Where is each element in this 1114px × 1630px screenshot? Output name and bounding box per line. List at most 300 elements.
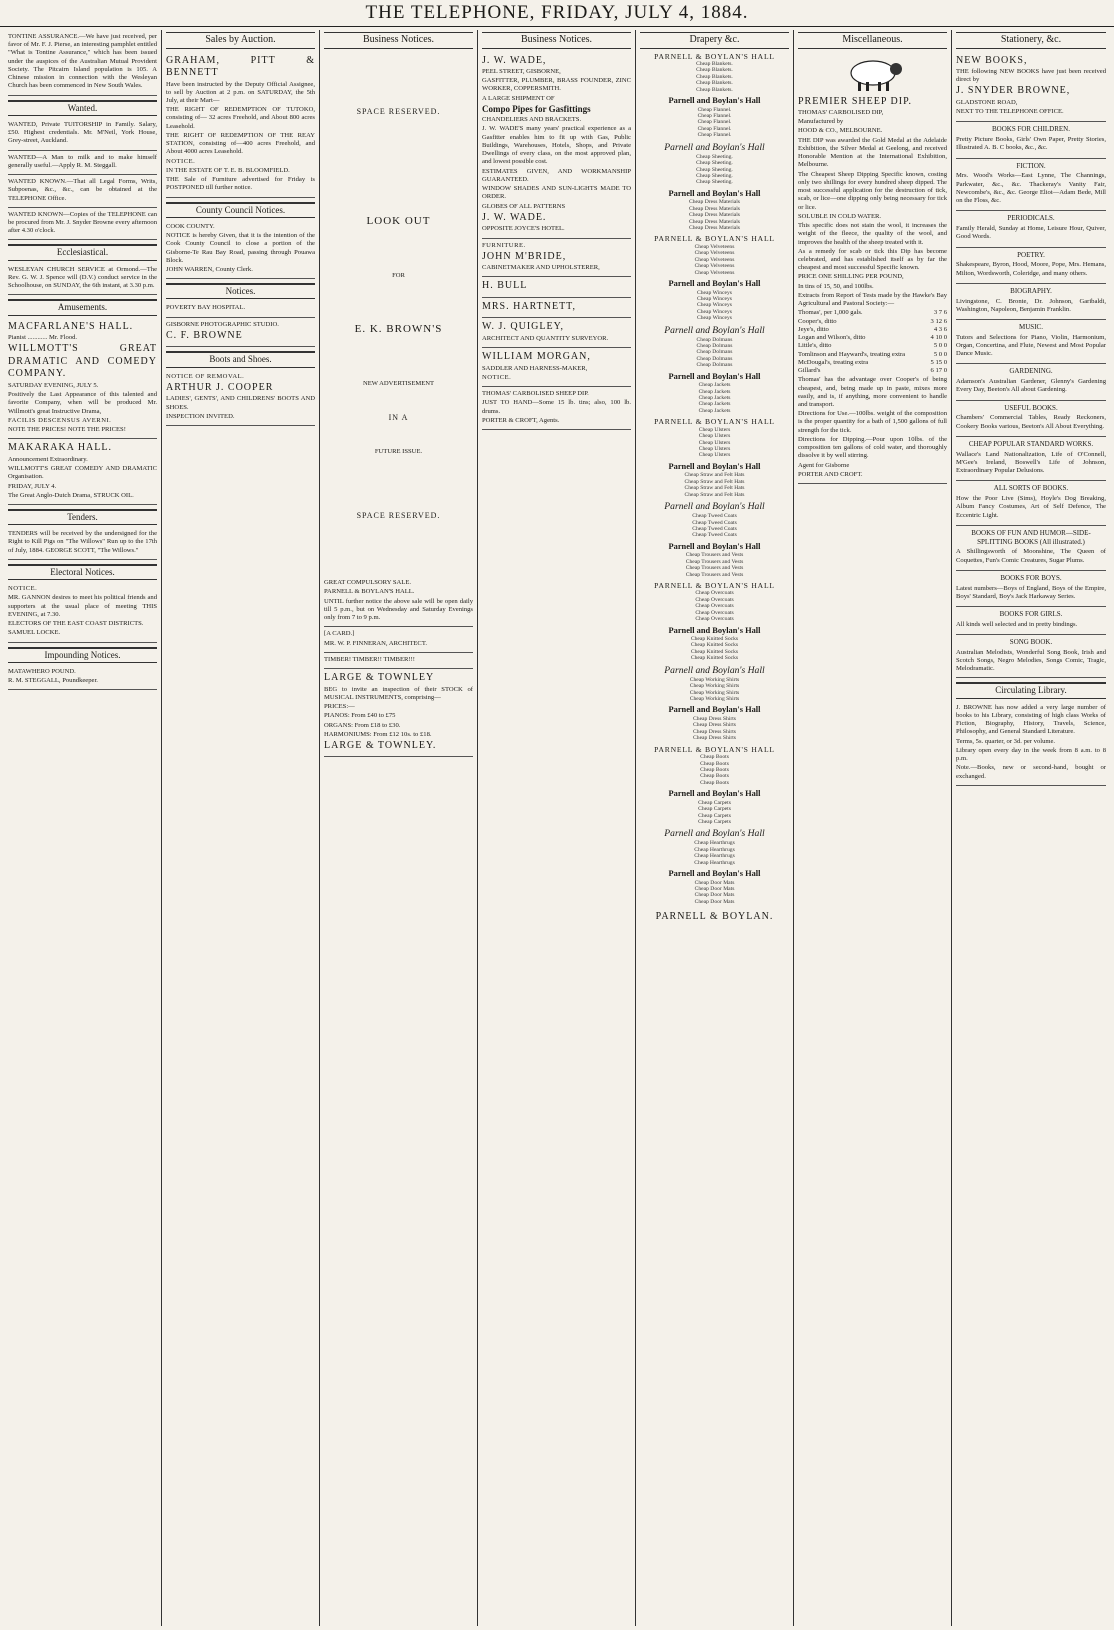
mbride-trade: CABINETMAKER AND UPHOLSTERER,: [482, 264, 600, 272]
wade-text: J. W. WADE'S many years' practical experience as a Gasfitter enables him to fit up with Gas, Public Buildings, Warehouses, Hotels, Shops, and Private Dwellings of every class, on the most approved plan, and lowest possible cost.: [482, 125, 631, 166]
column-4: [478, 30, 636, 1626]
hall-name: MAKARAKA HALL.: [8, 442, 112, 454]
date-line: SATURDAY EVENING, JULY 5.: [8, 381, 99, 389]
drapery-group: [640, 234, 789, 276]
signature: R. M. STEGGALL, Poundkeeper.: [8, 677, 98, 685]
firm-name: GRAHAM, PITT & BENNETT: [166, 54, 315, 78]
bull-ad: [482, 277, 631, 298]
removal-label: NOTICE OF REMOVAL.: [166, 372, 245, 380]
quigley-trade: ARCHITECT AND QUANTITY SURVEYOR.: [482, 334, 609, 342]
wade-ad: [482, 52, 631, 239]
column-heading: Drapery &c.: [640, 32, 789, 49]
drapery-group: [640, 665, 789, 703]
drapery-item: Cheap Dolmans: [696, 343, 733, 350]
dip-name: Thomas', per 1,000 gals.: [798, 309, 863, 317]
inspection-line: INSPECTION INVITED.: [166, 412, 235, 420]
maker: HOOD & CO., MELBOURNE.: [798, 127, 883, 135]
drapery-item: Cheap Dolmans: [696, 355, 733, 362]
drapery-group: [640, 189, 789, 232]
pound-name: MATAWHERO POUND.: [8, 667, 76, 675]
globes: GLOBES OF ALL PATTERNS: [482, 202, 566, 210]
signature: SAMUEL LOCKE.: [8, 629, 61, 637]
furniture-ad: [482, 239, 631, 278]
ad-text: Positively the Last Appearance of this talented and favorite Company, when will be produced Mr. Willmott's great Instructive Drama,: [8, 391, 157, 415]
bookseller-name: J. SNYDER BROWNE,: [956, 85, 1071, 97]
drapery-item: Cheap Jackets: [698, 388, 731, 395]
drapery-item: Cheap Flannel.: [697, 119, 732, 126]
company-name: WILLMOTT'S GREAT COMEDY AND DRAMATIC Organisation.: [8, 465, 157, 481]
wanted-ad-1: [8, 118, 157, 151]
hall-title: Parnell and Boylan's Hall: [664, 664, 765, 676]
hall-title: Parnell and Boylan's Hall: [668, 541, 761, 551]
hartnett-name: MRS. HARTNETT,: [482, 300, 577, 312]
prices-heading: PRICES:—: [324, 703, 355, 711]
impounding-ad: [8, 665, 157, 690]
book-section-title: BOOKS FOR BOYS.: [956, 570, 1106, 583]
bookseller-road: GLADSTONE ROAD,: [956, 98, 1018, 106]
studio-name: GISBORNE PHOTOGRAPHIC STUDIO.: [166, 320, 279, 328]
column-heading: Business Notices.: [482, 32, 631, 49]
dip-text: JUST TO HAND—Some 15 lb. tins; also, 100 lb. drums.: [482, 399, 631, 415]
electoral-ad: [8, 582, 157, 642]
drapery-item: Cheap Boots: [700, 766, 729, 773]
agent-line: Agent for Gisborne: [798, 461, 850, 469]
library-hours: Library open every day in the week from 8 a.m. to 8 p.m.: [956, 746, 1106, 763]
drapery-item: Cheap Overcoats: [695, 590, 734, 597]
architect-card: [324, 627, 473, 652]
drapery-group: [640, 542, 789, 578]
column-heading: Business Notices.: [324, 32, 473, 49]
drapery-item: Cheap Dress Shirts: [693, 728, 736, 735]
window-shades: WINDOW SHADES AND SUN-LIGHTS MADE TO ORDER.: [482, 185, 631, 201]
drapery-list: [640, 52, 789, 906]
dip-cost: 4 3 6: [933, 325, 947, 333]
drapery-item: Cheap Ulsters: [698, 433, 731, 440]
signature: JOHN WARREN, County Clerk.: [166, 265, 253, 273]
timber-heading: TIMBER! TIMBER!! TIMBER!!!: [324, 655, 415, 663]
book-section-title: POETRY.: [956, 247, 1106, 260]
drapery-item: Cheap Boots: [700, 779, 729, 786]
drapery-group: [640, 96, 789, 139]
dip-name: Gillard's: [798, 367, 821, 375]
notice-label: NOTICE.: [166, 157, 196, 165]
column-heading: Stationery, &c.: [956, 32, 1106, 49]
cheapest-text: The Cheapest Sheep Dipping Specific known, costing only two shillings for every hundred sheep dipped. The most successful application for the destruction of tick, scab, or lice—one dipping only being necessary for tick or lice.: [798, 170, 947, 211]
remedy-text: As a remedy for scab or tick this Dip has become celebrated, and has established itself as by far the cheapest and most successful Specific known.: [798, 247, 947, 272]
agent-name: PORTER AND CROFT.: [798, 470, 863, 478]
drapery-item: Cheap Blankets.: [696, 86, 733, 93]
wesleyan-text: WESLEYAN CHURCH SERVICE at Ormond.—The Rev. G. W. J. Spence will (D.V.) conduct service in the Schoolhouse, on SUNDAY, the 6th instant, at 3.30 p.m.: [8, 265, 157, 290]
hall-title: Parnell and Boylan's Hall: [664, 501, 765, 513]
drapery-group: [640, 869, 789, 905]
drapery-item: Cheap Dress Materials: [689, 199, 740, 206]
book-section-text: A Shillingsworth of Moonshine, The Queen of Coquettes, Fun's Comic Creatures, Sugar Plums.: [956, 548, 1106, 564]
announcement: Announcement Extraordinary.: [8, 455, 88, 463]
drapery-item: Cheap Flannel.: [697, 106, 732, 113]
dip-cost: 4 10 0: [930, 334, 947, 342]
company-name: WILLMOTT'S GREAT DRAMATIC AND COMEDY COMPANY.: [8, 343, 157, 380]
book-section-text: Wallace's Land Nationalization, Life of O'Connell, M'Gee's Ireland, Boswell's Life of Johnson, Extraordinary Popular Delusions.: [956, 450, 1106, 475]
bookseller-location: NEXT TO THE TELEPHONE OFFICE.: [956, 108, 1064, 116]
wanted-text: WANTED KNOWN.—That all Legal Forms, Writs, Subpoenas, &c., &c., can be obtained at the TELEPHONE Office.: [8, 178, 157, 202]
morgan-ad: [482, 348, 631, 387]
tenders-heading: Tenders.: [8, 509, 157, 525]
drapery-item: Cheap Blankets.: [696, 60, 733, 67]
photo-ad: [166, 318, 315, 348]
drapery-group: [640, 279, 789, 322]
directions-text: Directions for Use.—100lbs. weight of the composition is the proper quantity for a bath of 1,500 gallons of full strength for the tick.: [798, 410, 947, 434]
drapery-item: Cheap Working Shirts: [689, 689, 740, 696]
drapery-item: Cheap Velveteens: [694, 256, 735, 263]
ek-browns: E. K. BROWN'S: [354, 322, 443, 335]
drapery-item: Cheap Dolmans: [696, 362, 733, 369]
drapery-item: Cheap Blankets.: [696, 73, 733, 80]
drapery-item: Cheap Winceys: [697, 289, 732, 296]
dip-price-table: [798, 309, 947, 375]
columns: [4, 30, 1110, 1626]
drapery-item: Cheap Ulsters: [698, 446, 731, 453]
hall-title: Parnell and Boylan's Hall: [668, 96, 761, 106]
look-out: LOOK OUT: [366, 214, 431, 227]
hall-title: Parnell and Boylan's Hall: [668, 188, 761, 198]
library-terms: Terms, 5s. quarter, or 3d. per volume.: [956, 737, 1056, 745]
bull-name: H. BULL: [482, 280, 528, 292]
price-row: [798, 342, 947, 350]
drapery-item: Cheap Hearthrugs: [694, 846, 735, 853]
dip-cost: 3 7 6: [933, 309, 947, 317]
price-row: [798, 334, 947, 342]
drapery-item: Cheap Overcoats: [695, 609, 734, 616]
wade-trades: GASFITTER, PLUMBER, BRASS FOUNDER, ZINC WORKER, COPPERSMITH.: [482, 77, 631, 93]
music-ad: [324, 669, 473, 757]
gannon-text: MR. GANNON desires to meet his political friends and supporters at the usual place of meeting THIS EVENING, at 7.30.: [8, 594, 157, 618]
extracts-text: Extracts from Report of Tests made by the Hawke's Bay Agricultural and Pastoral Society:—: [798, 291, 947, 308]
column-heading: Miscellaneous.: [798, 32, 947, 49]
drapery-item: Cheap Dress Materials: [689, 212, 740, 219]
dip-heading: THOMAS' CARBOLISED SHEEP DIP.: [482, 390, 589, 398]
book-section-text: Chambers' Commercial Tables, Ready Reckoners, Cookery Books various, Beeton's All About Everything.: [956, 414, 1106, 430]
drapery-group: [640, 789, 789, 825]
drapery-item: Cheap Straw and Felt Hats: [684, 485, 745, 492]
price-row: [798, 309, 947, 317]
new-advertisement: NEW ADVERTISEMENT: [362, 379, 435, 387]
quigley-name: W. J. QUIGLEY,: [482, 321, 565, 333]
book-section-title: GARDENING.: [956, 363, 1106, 376]
drapery-item: Cheap Winceys: [697, 295, 732, 302]
drapery-group: [640, 626, 789, 662]
price-line: NOTE THE PRICES! NOTE THE PRICES!: [8, 426, 126, 434]
estate-text: THE Sale of Furniture advertised for Friday is POSTPONED till further notice.: [166, 176, 315, 192]
timber-ad: [324, 653, 473, 669]
hall-name: PARNELL & BOYLAN'S HALL.: [324, 588, 415, 596]
drapery-item: Cheap Trousers and Vests: [685, 558, 744, 565]
drapery-item: Cheap Winceys: [697, 302, 732, 309]
wanted-text: WANTED—A Man to milk and to make himself generally useful.—Apply R. M. Steggall.: [8, 153, 157, 169]
drapery-item: Cheap Ulsters: [698, 426, 731, 433]
drapery-item: Cheap Jackets: [698, 401, 731, 408]
book-section-title: PERIODICALS.: [956, 210, 1106, 223]
book-section-title: FICTION.: [956, 158, 1106, 171]
medal-text: THE DIP was awarded the Gold Medal at the Adelaide Exhibition, the Silver Medal at Geelong, and received Honorable Mention at the International Exhibition, Melbourne.: [798, 136, 947, 169]
space-reserved-2: SPACE RESERVED.: [356, 511, 441, 521]
tutoko-text: THE RIGHT OF REDEMPTION OF TUTOKO, consisting of— 32 acres Freehold, and About 800 acres Leasehold.: [166, 106, 315, 130]
drapery-item: Cheap Working Shirts: [689, 683, 740, 690]
drapery-group: [640, 372, 789, 415]
auction-intro: Have been instructed by the Deputy Official Assignee, to sell by Auction at 2 p.m. on SATURDAY, the 5th July, at their Mart—: [166, 80, 315, 104]
hall-name: MACFARLANE'S HALL.: [8, 320, 134, 332]
drapery-item: Cheap Dress Shirts: [693, 722, 736, 729]
drapery-item: Cheap Ulsters: [698, 452, 731, 459]
hall-title: Parnell and Boylan's Hall: [668, 625, 761, 635]
drapery-item: Cheap Sheeting.: [696, 153, 733, 160]
price-row: [798, 318, 947, 326]
drapery-item: Cheap Ulsters: [698, 439, 731, 446]
hall-title: PARNELL & BOYLAN'S HALL: [654, 417, 775, 427]
drapery-item: Cheap Tweed Coats: [692, 519, 737, 526]
electors-heading: ELECTORS OF THE EAST COAST DISTRICTS.: [8, 620, 144, 628]
music-intro: BEG to invite an inspection of their STOCK of MUSICAL INSTRUMENTS, comprising—: [324, 685, 473, 701]
dip-cost: 5 0 0: [933, 342, 947, 350]
sheep-icon: [838, 53, 908, 93]
drapery-item: Cheap Velveteens: [694, 269, 735, 276]
wanted-ad-2: [8, 151, 157, 175]
drapery-item: Cheap Boots: [700, 760, 729, 767]
compulsory-sale-ad: [324, 576, 473, 627]
wade-name: J. W. WADE,: [482, 54, 547, 66]
wanted-text: WANTED KNOWN—Copies of the TELEPHONE can be procured from Mr. J. Snyder Browne every afternoon after 4.30 o'clock.: [8, 210, 157, 235]
drapery-group: [640, 705, 789, 741]
book-section-title: CHEAP POPULAR STANDARD WORKS.: [956, 436, 1106, 449]
hall-title: PARNELL & BOYLAN'S HALL: [654, 51, 775, 61]
impounding-heading: Impounding Notices.: [8, 647, 157, 663]
drapery-item: Cheap Winceys: [697, 315, 732, 322]
pianist: Pianist ............ Mr. Flood.: [8, 334, 78, 342]
drapery-group: [640, 325, 789, 369]
column-1: [4, 30, 162, 1626]
mbride-name: JOHN M'BRIDE,: [482, 250, 567, 262]
price-row: [798, 367, 947, 375]
drapery-item: Cheap Tweed Coats: [692, 532, 737, 539]
book-section-text: Australian Melodists, Wonderful Song Book, Irish and Scotch Songs, Negro Melodies, Songs Comic, Tragic, Melodramatic.: [956, 648, 1106, 673]
firm-name: LARGE & TOWNLEY: [324, 672, 435, 684]
drapery-item: Cheap Tweed Coats: [692, 513, 737, 520]
tenders-text: TENDERS will be received by the undersigned for the Right to Kill Pigs on "The Willows" Run up to the 17th of July, 1884. GEORGE SCOTT, "The Willows.": [8, 530, 157, 554]
organ-price: ORGANS: From £18 to £30.: [324, 721, 401, 729]
advantage-text: Thomas' has the advantage over Cooper's of being cheapest, and, being made up in paste, mixes more easily, and is, if anything, more convenient to handle and transport.: [798, 376, 947, 408]
manufactured-line: Manufactured by: [798, 118, 844, 126]
book-section-text: Family Herald, Sunday at Home, Leisure Hour, Quiver, Good Words.: [956, 225, 1106, 241]
drapery-item: Cheap Sheeting.: [696, 160, 733, 167]
goods-line: LADIES', GENTS', AND CHILDRENS' BOOTS AND SHOES.: [166, 395, 315, 411]
drapery-item: Cheap Jackets: [698, 395, 731, 402]
drapery-item: Cheap Door Mats: [694, 885, 735, 892]
compo-pipes: Compo Pipes for Gasfittings: [482, 103, 591, 114]
drapery-item: Cheap Dolmans: [696, 349, 733, 356]
dip-name: Cooper's, ditto: [798, 317, 837, 325]
drapery-item: Cheap Blankets.: [696, 67, 733, 74]
premier-heading: PREMIER SHEEP DIP.: [798, 95, 913, 107]
book-section-title: USEFUL BOOKS.: [956, 400, 1106, 413]
sale-heading: GREAT COMPULSORY SALE.: [324, 579, 412, 587]
future-issue: FUTURE ISSUE.: [374, 447, 423, 455]
drapery-item: Cheap Sheeting.: [696, 166, 733, 173]
hall-title: Parnell and Boylan's Hall: [664, 324, 765, 336]
quigley-ad: [482, 318, 631, 348]
drapery-group: [640, 828, 789, 866]
space-reserved: SPACE RESERVED.: [356, 106, 441, 116]
dip-name: Jeye's, ditto: [798, 325, 829, 333]
notices-heading: Notices.: [166, 283, 315, 299]
drapery-item: Cheap Straw and Felt Hats: [684, 478, 745, 485]
circulating-heading: Circulating Library.: [956, 682, 1106, 698]
wanted-ad-4: [8, 208, 157, 241]
drapery-item: Cheap Working Shirts: [689, 676, 740, 683]
tenders-ad: [8, 527, 157, 560]
new-books-heading: NEW BOOKS,: [956, 54, 1028, 66]
drapery-item: Cheap Flannel.: [697, 113, 732, 120]
auction-ad: [166, 52, 315, 198]
drapery-item: Cheap Blankets.: [696, 80, 733, 87]
book-section-text: Tutors and Selections for Piano, Violin, Harmonium, Organ, Concertina, and Flute, Newest and Most Popular Dance Music.: [956, 333, 1106, 358]
book-section-text: Pretty Picture Books, Girls' Own Paper, Pretty Stories, Illustrated A. B. C books, &c., &c.: [956, 136, 1106, 152]
drapery-item: Cheap Trousers and Vests: [685, 571, 744, 578]
council-heading: County Council Notices.: [166, 202, 315, 218]
hall-title: PARNELL & BOYLAN'S HALL: [654, 744, 775, 754]
drapery-group: [640, 581, 789, 623]
dip-name: McDougal's, treating extra: [798, 358, 869, 366]
drapery-group: [640, 745, 789, 787]
drapery-item: Cheap Flannel.: [697, 132, 732, 139]
estimates: ESTIMATES GIVEN, AND WORKMANSHIP GUARANTEED.: [482, 167, 631, 183]
drapery-item: Cheap Overcoats: [695, 596, 734, 603]
dip-name: Logan and Wilson's, ditto: [798, 334, 866, 342]
drapery-item: Cheap Overcoats: [695, 616, 734, 623]
piano-price: PIANOS: From £40 to £75: [324, 712, 396, 720]
book-section-title: SONG BOOK.: [956, 634, 1106, 647]
drapery-group: [640, 501, 789, 539]
book-section-text: How the Poor Live (Sims), Hoyle's Dog Breaking, Album Fancy Costumes, Art of Self Defence, The Eccentric Light.: [956, 495, 1106, 519]
drapery-item: Cheap Dress Materials: [689, 218, 740, 225]
dip-cost: 6 17 0: [930, 367, 947, 375]
books-ad: [956, 52, 1106, 679]
wade-address: PEEL STREET, GISBORNE,: [482, 68, 561, 75]
for-line: FOR: [392, 271, 405, 279]
wade-location: OPPOSITE JOYCE'S HOTEL.: [482, 225, 565, 233]
drapery-item: Cheap Dress Shirts: [693, 715, 736, 722]
morgan-name: WILLIAM MORGAN,: [482, 351, 591, 363]
book-section-text: Adamson's Australian Gardener, Glenny's Gardening Every Day, Beeton's All about Gardening.: [956, 378, 1106, 394]
council-text: NOTICE is hereby Given, that it is the intention of the Cook County Council to close a portion of the Gisborne-Te Rau Bay Road, passing through Pouawa Block.: [166, 232, 315, 264]
column-5: [636, 30, 794, 1626]
price-row: [798, 351, 947, 359]
drapery-group: [640, 142, 789, 186]
intro-article: [8, 30, 157, 96]
book-section-title: BIOGRAPHY.: [956, 283, 1106, 296]
drapery-item: Cheap Winceys: [697, 308, 732, 315]
drapery-item: Cheap Hearthrugs: [694, 840, 735, 847]
drapery-item: Cheap Dress Shirts: [693, 735, 736, 742]
column-7: [952, 30, 1110, 1626]
drapery-item: Cheap Knitted Socks: [690, 636, 739, 643]
drapery-item: Cheap Sheeting.: [696, 179, 733, 186]
wade-footer: J. W. WADE.: [482, 211, 547, 223]
hall-title: Parnell and Boylan's Hall: [668, 705, 761, 715]
drapery-item: Cheap Hearthrugs: [694, 853, 735, 860]
book-section-text: Mrs. Wood's Works—East Lynne, The Channings, Parkwater, &c., &c. Thackeray's Vanity Fair, Newcombe's, &c., &c. George Eliot—Adam Bede, Mill on the Floss, &c.: [956, 172, 1106, 205]
wanted-heading: Wanted.: [8, 100, 157, 116]
book-sections: [956, 121, 1106, 673]
hall-title: Parnell and Boylan's Hall: [668, 461, 761, 471]
hospital-ad: [166, 301, 315, 317]
ecclesiastical-heading: Ecclesiastical.: [8, 244, 157, 260]
card-label: [A CARD.]: [324, 630, 355, 638]
books-intro: THE following NEW BOOKS have just been received direct by: [956, 68, 1106, 84]
book-section-title: BOOKS FOR CHILDREN.: [956, 121, 1106, 134]
drapery-item: Cheap Knitted Socks: [690, 642, 739, 649]
sheep-dip-ad: [798, 93, 947, 485]
macfarlane-ad: [8, 318, 157, 440]
estate-heading: IN THE ESTATE OF T. E. B. BLOOMFIELD.: [166, 166, 290, 174]
date-line: FRIDAY, JULY 4.: [8, 482, 57, 490]
book-section-text: All kinds well selected and in pretty bindings.: [956, 620, 1078, 628]
drapery-item: Cheap Velveteens: [694, 243, 735, 250]
drapery-item: Cheap Carpets: [698, 812, 731, 819]
specific-text: This specific does not stain the wool, it increases the weight of the fleece, the quality of the wool, and improves the health of the sheep treated with it.: [798, 222, 947, 246]
book-section-title: MUSIC.: [956, 319, 1106, 332]
drapery-item: Cheap Overcoats: [695, 603, 734, 610]
drapery-item: Cheap Trousers and Vests: [685, 565, 744, 572]
dip-cost: 5 15 0: [930, 358, 947, 366]
sale-text: UNTIL further notice the above sale will be open daily till 5 p.m., but on Wednesday and Saturday Evenings only from 7 to 9 p.m.: [324, 597, 473, 622]
price-row: [798, 359, 947, 367]
drapery-item: Cheap Carpets: [698, 806, 731, 813]
column-heading: Sales by Auction.: [166, 32, 315, 49]
play-title: The Great Anglo-Dutch Drama, STRUCK OIL.: [8, 491, 134, 499]
drapery-item: Cheap Knitted Socks: [690, 648, 739, 655]
boots-ad: [166, 370, 315, 426]
tins-line: In tins of 15, 50, and 100lbs.: [798, 282, 874, 290]
hartnett-ad: [482, 298, 631, 319]
book-section-text: Shakespeare, Byron, Hood, Moore, Pope, Mrs. Hemans, Milton, Wordsworth, Coleridge, and many others.: [956, 261, 1106, 277]
drapery-item: Cheap Boots: [700, 773, 729, 780]
dip-cost: 5 0 0: [933, 350, 947, 358]
drapery-item: Cheap Carpets: [698, 799, 731, 806]
column-2: [162, 30, 320, 1626]
dip-ad: [482, 387, 631, 430]
morgan-trade: SADDLER AND HARNESS-MAKER,: [482, 364, 588, 372]
drapery-item: Cheap Dress Materials: [689, 205, 740, 212]
drapery-group: [640, 417, 789, 459]
drapery-item: Cheap Straw and Felt Hats: [684, 472, 745, 479]
drapery-item: Cheap Working Shirts: [689, 695, 740, 702]
drapery-item: Cheap Hearthrugs: [694, 859, 735, 866]
drapery-item: Cheap Flannel.: [697, 125, 732, 132]
drapery-item: Cheap Door Mats: [694, 879, 735, 886]
drapery-item: Cheap Velveteens: [694, 250, 735, 257]
book-section-text: Latest numbers—Boys of England, Boys of the Empire, Boys' Standard, Boy's Jack Harkaway Series.: [956, 584, 1106, 600]
photographer-name: C. F. BROWNE: [166, 329, 243, 341]
thomas-line: THOMAS' CARBOLISED DIP,: [798, 109, 884, 116]
drapery-item: Cheap Boots: [700, 754, 729, 761]
dip-cost: 3 12 6: [930, 317, 947, 325]
in-a: IN A: [388, 412, 409, 422]
drapery-item: Cheap Tweed Coats: [692, 525, 737, 532]
drapery-item: Cheap Jackets: [698, 382, 731, 389]
book-section-title: BOOKS OF FUN AND HUMOR—SIDE-SPLITTING BOOKS (All illustrated.): [956, 525, 1106, 547]
boots-heading: Boots and Shoes.: [166, 351, 315, 367]
electoral-heading: Electoral Notices.: [8, 564, 157, 580]
drapery-footer: PARNELL & BOYLAN.: [655, 911, 774, 923]
